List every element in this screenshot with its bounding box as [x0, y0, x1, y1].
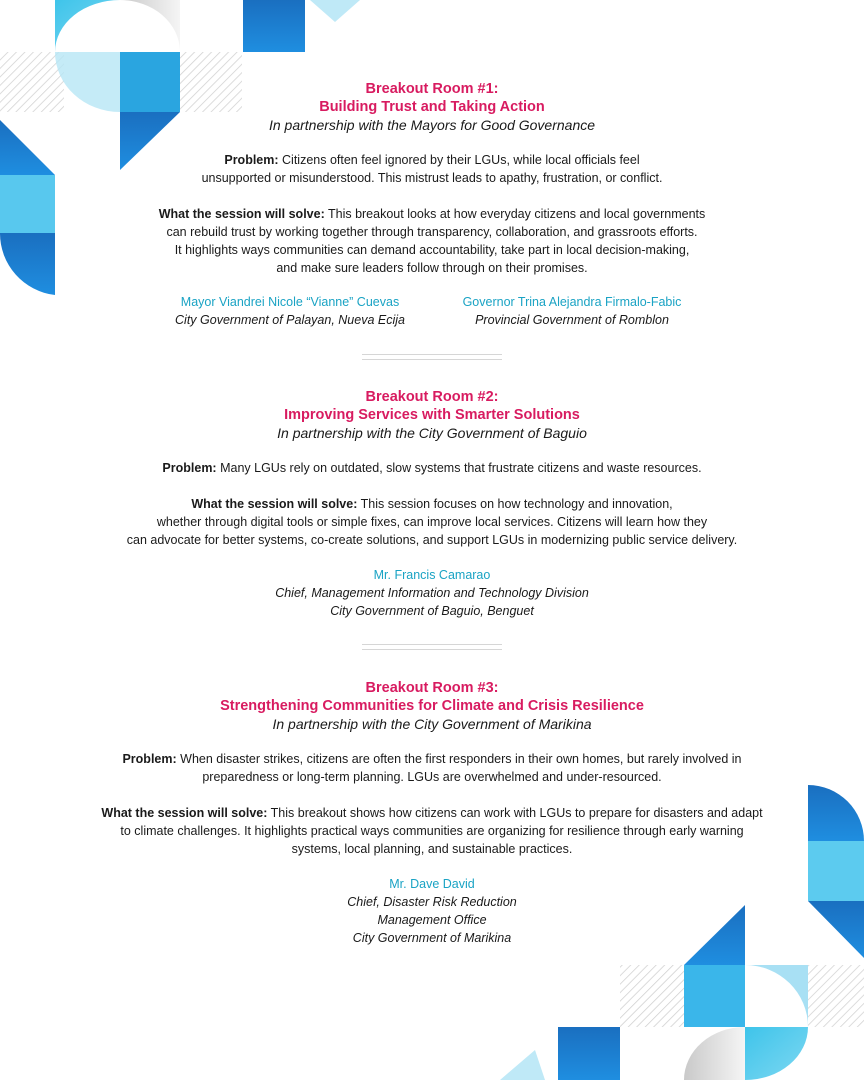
speaker — [40, 875, 824, 947]
speaker — [422, 293, 722, 329]
problem-paragraph — [40, 750, 824, 786]
problem-text: preparedness or long-term planning. LGUs are overwhelmed and under-resourced. — [202, 770, 662, 784]
problem-paragraph — [40, 459, 824, 477]
speaker-title: Management Office — [377, 913, 487, 927]
room-subtitle: Strengthening Communities for Climate and Crisis Resilience — [220, 698, 644, 714]
speaker-affiliation: City Government of Marikina — [352, 931, 512, 945]
room-title: Breakout Room #2: — [365, 389, 499, 405]
solve-label: What the session will solve: — [101, 806, 268, 820]
solve-text: This breakout looks at how everyday citizens and local governments — [327, 207, 706, 221]
speaker — [40, 566, 824, 620]
room-subtitle: Building Trust and Taking Action — [319, 99, 545, 115]
solve-label: What the session will solve: — [158, 207, 325, 221]
room-subtitle: Improving Services with Smarter Solutions — [284, 407, 580, 423]
problem-text: Citizens often feel ignored by their LGUs, while local officials feel — [282, 153, 640, 167]
problem-label: Problem: — [122, 752, 177, 766]
problem-label: Problem: — [224, 153, 279, 167]
solve-text: It highlights ways communities can demand accountability, take part in local decision-making, — [174, 243, 690, 257]
speaker-name: Mayor Viandrei Nicole “Vianne” Cuevas — [180, 295, 400, 309]
problem-text: Many LGUs rely on outdated, slow systems that frustrate citizens and waste resources. — [220, 461, 702, 475]
speaker-title: Chief, Management Information and Technology Division — [275, 586, 589, 600]
solve-text: can advocate for better systems, co-create solutions, and support LGUs in modernizing public service delivery. — [126, 533, 738, 547]
room-partner: In partnership with the Mayors for Good Governance — [268, 117, 596, 133]
speaker-name: Mr. Dave David — [389, 877, 475, 891]
section-divider — [362, 644, 502, 650]
problem-text: unsupported or misunderstood. This mistrust leads to apathy, frustration, or conflict. — [201, 171, 663, 185]
solve-text: systems, local planning, and sustainable practices. — [291, 842, 573, 856]
speaker-name: Governor Trina Alejandra Firmalo-Fabic — [462, 295, 682, 309]
solve-label: What the session will solve: — [191, 497, 358, 511]
room-partner: In partnership with the City Government of Marikina — [272, 716, 592, 732]
solve-text: This breakout shows how citizens can work with LGUs to prepare for disasters and adapt — [270, 806, 763, 820]
speaker-name: Mr. Francis Camarao — [373, 568, 491, 582]
solve-paragraph — [40, 205, 824, 277]
solve-paragraph — [40, 804, 824, 858]
solve-text: whether through digital tools or simple fixes, can improve local services. Citizens will learn how they — [156, 515, 708, 529]
speaker-affiliation: City Government of Baguio, Benguet — [330, 604, 534, 618]
solve-text: and make sure leaders follow through on their promises. — [276, 261, 588, 275]
problem-text: When disaster strikes, citizens are often the first responders in their own homes, but rarely involved in — [180, 752, 742, 766]
speaker — [140, 293, 440, 329]
room-partner: In partnership with the City Government of Baguio — [277, 425, 587, 441]
room-title: Breakout Room #3: — [365, 680, 499, 696]
section-divider — [362, 354, 502, 360]
speaker-affiliation: Provincial Government of Romblon — [475, 313, 669, 327]
solve-paragraph — [40, 495, 824, 549]
speaker-affiliation: City Government of Palayan, Nueva Ecija — [175, 313, 405, 327]
problem-paragraph — [40, 151, 824, 187]
speaker-title: Chief, Disaster Risk Reduction — [347, 895, 517, 909]
solve-text: can rebuild trust by working together through transparency, collaboration, and grassroots efforts. — [166, 225, 698, 239]
problem-label: Problem: — [162, 461, 217, 475]
solve-text: This session focuses on how technology and innovation, — [360, 497, 673, 511]
room-title: Breakout Room #1: — [365, 81, 499, 97]
solve-text: to climate challenges. It highlights practical ways communities are organizing for resilience through early warning — [120, 824, 744, 838]
